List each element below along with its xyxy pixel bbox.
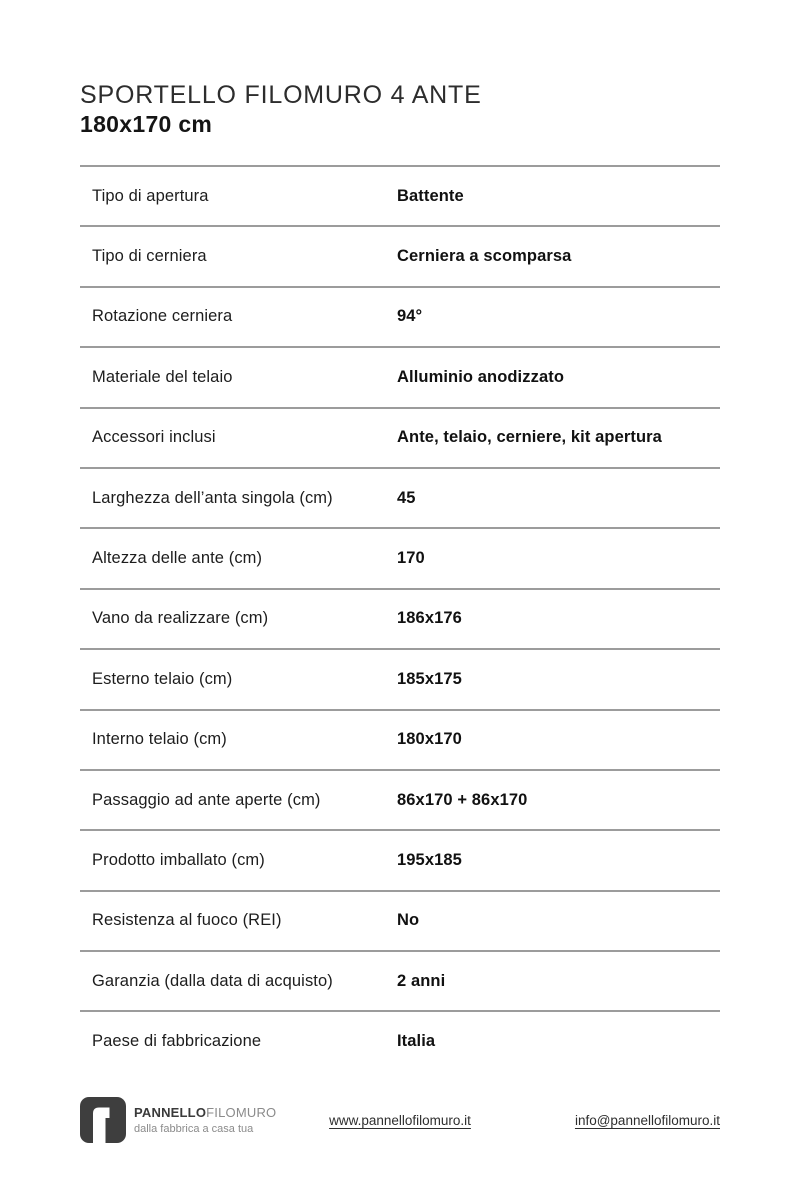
table-row xyxy=(80,286,720,346)
table-row xyxy=(80,467,720,527)
brand-name-bold: PANNELLO xyxy=(134,1105,207,1120)
table-row xyxy=(80,829,720,889)
spec-label: Resistenza al fuoco (REI) xyxy=(92,911,282,930)
table-row xyxy=(80,950,720,1010)
spec-label: Prodotto imballato (cm) xyxy=(92,850,265,869)
spec-value: 180x170 xyxy=(397,730,462,749)
table-row xyxy=(80,588,720,648)
spec-value: 185x175 xyxy=(397,669,462,688)
brand-text xyxy=(134,1105,276,1135)
door-frame-icon xyxy=(80,1097,126,1143)
table-row xyxy=(80,165,720,225)
spec-value: 86x170 + 86x170 xyxy=(397,790,528,809)
spec-value: Ante, telaio, cerniere, kit apertura xyxy=(397,428,662,447)
spec-label: Larghezza dell’anta singola (cm) xyxy=(92,488,333,507)
spec-table xyxy=(80,165,720,1071)
page-subtitle-size: 180x170 cm xyxy=(80,111,213,137)
spec-label: Accessori inclusi xyxy=(92,428,216,447)
spec-value: No xyxy=(397,911,420,930)
table-row xyxy=(80,769,720,829)
table-row xyxy=(80,407,720,467)
spec-value: Cerniera a scomparsa xyxy=(397,247,572,266)
spec-label: Altezza delle ante (cm) xyxy=(92,549,263,568)
table-row xyxy=(80,527,720,587)
spec-value: 94° xyxy=(397,307,423,326)
spec-value: 195x185 xyxy=(397,850,462,869)
page-header xyxy=(80,0,720,138)
brand-name-light: FILOMURO xyxy=(206,1105,277,1120)
spec-label: Tipo di apertura xyxy=(92,186,209,205)
table-row xyxy=(80,1010,720,1070)
brand-name xyxy=(134,1105,276,1120)
spec-value: 45 xyxy=(397,488,416,507)
spec-label: Interno telaio (cm) xyxy=(92,730,227,749)
spec-label: Paese di fabbricazione xyxy=(92,1032,262,1051)
page-title: SPORTELLO FILOMURO 4 ANTE xyxy=(80,81,482,109)
spec-label: Tipo di cerniera xyxy=(92,247,207,266)
spec-label: Passaggio ad ante aperte (cm) xyxy=(92,790,321,809)
spec-value: 186x176 xyxy=(397,609,462,628)
table-row xyxy=(80,709,720,769)
brand-tagline: dalla fabbrica a casa tua xyxy=(134,1123,254,1135)
table-row xyxy=(80,225,720,285)
spec-value: Alluminio anodizzato xyxy=(397,367,564,386)
spec-value: 2 anni xyxy=(397,971,446,990)
email-link[interactable]: info@pannellofilomuro.it xyxy=(574,1112,720,1128)
page-footer xyxy=(80,1096,720,1144)
website-link[interactable]: www.pannellofilomuro.it xyxy=(329,1112,471,1128)
table-row xyxy=(80,648,720,708)
table-row xyxy=(80,890,720,950)
spec-label: Garanzia (dalla data di acquisto) xyxy=(92,971,333,990)
spec-label: Rotazione cerniera xyxy=(92,307,233,326)
spec-value: Battente xyxy=(397,186,464,205)
spec-value: Italia xyxy=(397,1032,436,1051)
spec-label: Esterno telaio (cm) xyxy=(92,669,233,688)
brand-logo xyxy=(80,1096,276,1144)
spec-label: Vano da realizzare (cm) xyxy=(92,609,269,628)
spec-value: 170 xyxy=(397,549,425,568)
spec-label: Materiale del telaio xyxy=(92,367,233,386)
table-row xyxy=(80,346,720,406)
